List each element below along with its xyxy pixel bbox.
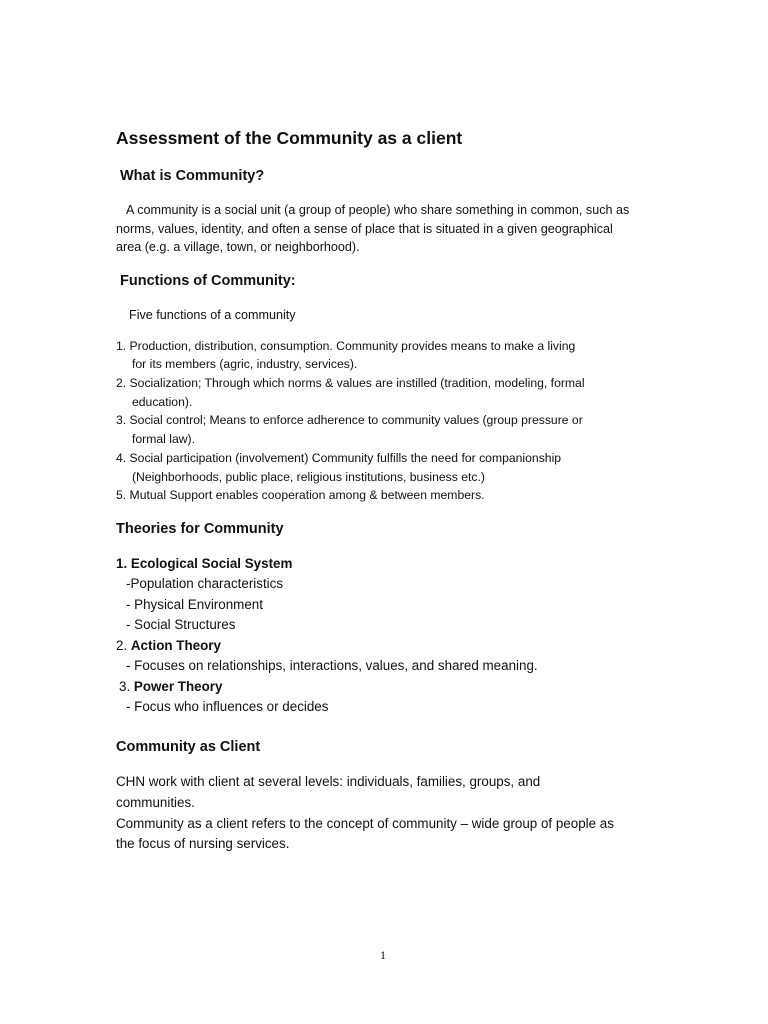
theory-3-title-line (119, 677, 222, 697)
function-item-3-line-1: 3. Social control; Means to enforce adherence to community values (group pressure or (116, 413, 583, 427)
client-para-2-line-2: the focus of nursing services. (116, 836, 290, 851)
function-item-1-line-2: for its members (agric, industry, services). (132, 357, 358, 371)
function-item-5-line-1: 5. Mutual Support enables cooperation among & between members. (116, 488, 485, 502)
theory-3-number: 3. (119, 679, 134, 694)
function-item-4-line-2: (Neighborhoods, public place, religious institutions, business etc.) (132, 470, 485, 484)
what-is-paragraph-line-2: norms, values, identity, and often a sense of place that is situated in a given geographical (116, 222, 613, 236)
community-as-client-heading: Community as Client (116, 739, 261, 755)
document-title: Assessment of the Community as a client (116, 128, 463, 148)
theory-2-number: 2. (116, 638, 131, 653)
client-para-2-line-1: Community as a client refers to the concept of community – wide group of people as (116, 816, 614, 831)
theory-1-item-1: -Population characteristics (126, 576, 284, 591)
what-is-paragraph-line-1: A community is a social unit (a group of people) who share something in common, such as (126, 203, 630, 217)
client-para-1-line-2: communities. (116, 795, 195, 810)
theories-heading: Theories for Community (116, 521, 284, 537)
page-number: 1 (380, 948, 386, 962)
theory-1-item-3: - Social Structures (126, 617, 236, 632)
theory-2-title-line (116, 636, 221, 656)
what-is-paragraph-line-3: area (e.g. a village, town, or neighborhood). (116, 240, 360, 254)
theory-3-title: Power Theory (133, 679, 223, 694)
theory-1-item-2: - Physical Environment (126, 597, 263, 612)
theory-3-item: - Focus who influences or decides (126, 699, 329, 714)
what-is-community-heading: What is Community? (120, 168, 265, 184)
theory-2-title: Action Theory (130, 638, 221, 653)
functions-heading: Functions of Community: (120, 273, 296, 289)
function-item-2-line-1: 2. Socialization; Through which norms & values are instilled (tradition, modeling, formal (116, 376, 585, 390)
function-item-3-line-2: formal law). (132, 432, 195, 446)
client-para-1-line-1: CHN work with client at several levels: individuals, families, groups, and (116, 774, 541, 789)
theory-2-item: - Focuses on relationships, interactions, values, and shared meaning. (126, 658, 538, 673)
theory-1-title: 1. Ecological Social System (116, 556, 293, 571)
functions-intro: Five functions of a community (129, 308, 296, 322)
function-item-2-line-2: education). (132, 395, 193, 409)
function-item-4-line-1: 4. Social participation (involvement) Community fulfills the need for companionship (116, 451, 562, 465)
function-item-1-line-1: 1. Production, distribution, consumption. Community provides means to make a living (116, 339, 576, 353)
